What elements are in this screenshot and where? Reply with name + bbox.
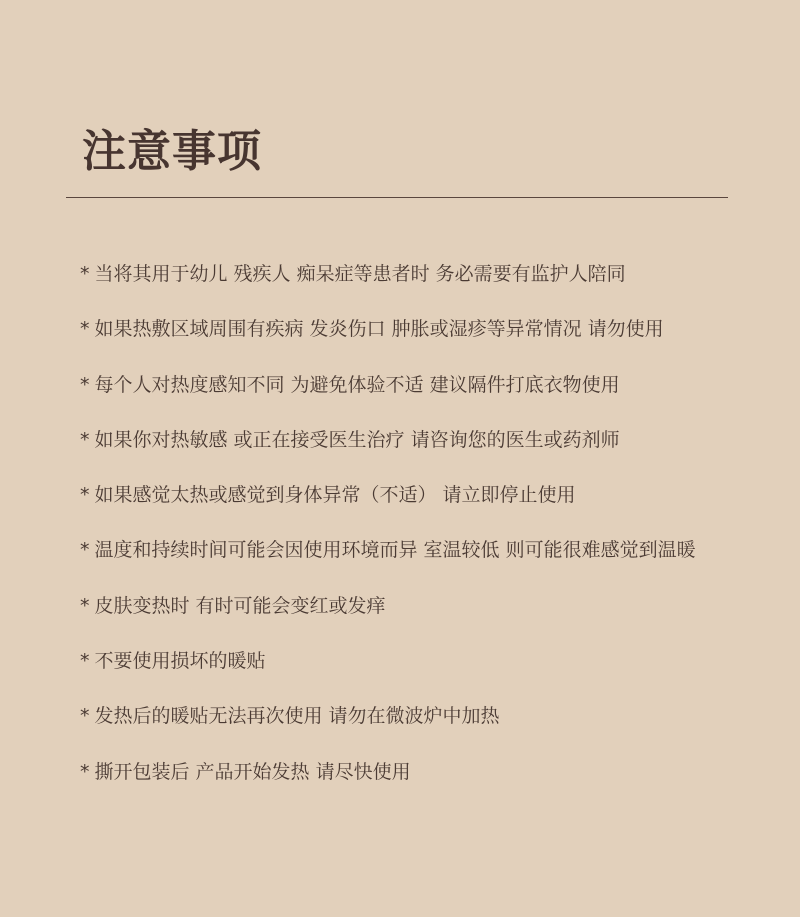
bullet-marker: * — [80, 428, 90, 451]
note-item — [80, 537, 780, 592]
bullet-marker: * — [80, 705, 90, 728]
page-title: 注意事项 — [82, 126, 262, 177]
note-item — [80, 703, 780, 758]
bullet-marker: * — [80, 650, 90, 673]
note-item — [80, 759, 780, 814]
note-item — [80, 316, 780, 371]
note-text: 皮肤变热时 有时可能会变红或发痒 — [94, 594, 386, 617]
note-item — [80, 372, 780, 427]
note-text: 发热后的暖贴无法再次使用 请勿在微波炉中加热 — [94, 705, 500, 728]
note-item — [80, 482, 780, 537]
note-item — [80, 593, 780, 648]
bullet-marker: * — [80, 263, 90, 285]
bullet-marker: * — [80, 484, 90, 507]
bullet-marker: * — [80, 760, 90, 783]
note-item — [80, 261, 780, 316]
note-text: 如果热敷区域周围有疾病 发炎伤口 肿胀或湿疹等异常情况 请勿使用 — [94, 318, 664, 341]
bullet-marker: * — [80, 318, 90, 341]
bullet-marker: * — [80, 539, 90, 562]
note-text: 不要使用损坏的暖贴 — [94, 650, 266, 673]
note-text: 温度和持续时间可能会因使用环境而异 室温较低 则可能很难感觉到温暖 — [94, 539, 696, 562]
notes-list — [80, 261, 780, 814]
note-text: 如果你对热敏感 或正在接受医生治疗 请咨询您的医生或药剂师 — [94, 428, 620, 451]
note-text: 当将其用于幼儿 残疾人 痴呆症等患者时 务必需要有监护人陪同 — [94, 263, 626, 285]
title-divider — [66, 197, 728, 198]
note-text: 如果感觉太热或感觉到身体异常（不适） 请立即停止使用 — [94, 484, 576, 507]
note-item — [80, 648, 780, 703]
note-text: 撕开包装后 产品开始发热 请尽快使用 — [94, 760, 411, 783]
note-item — [80, 427, 780, 482]
bullet-marker: * — [80, 373, 90, 396]
note-text: 每个人对热度感知不同 为避免体验不适 建议隔件打底衣物使用 — [94, 373, 620, 396]
bullet-marker: * — [80, 594, 90, 617]
